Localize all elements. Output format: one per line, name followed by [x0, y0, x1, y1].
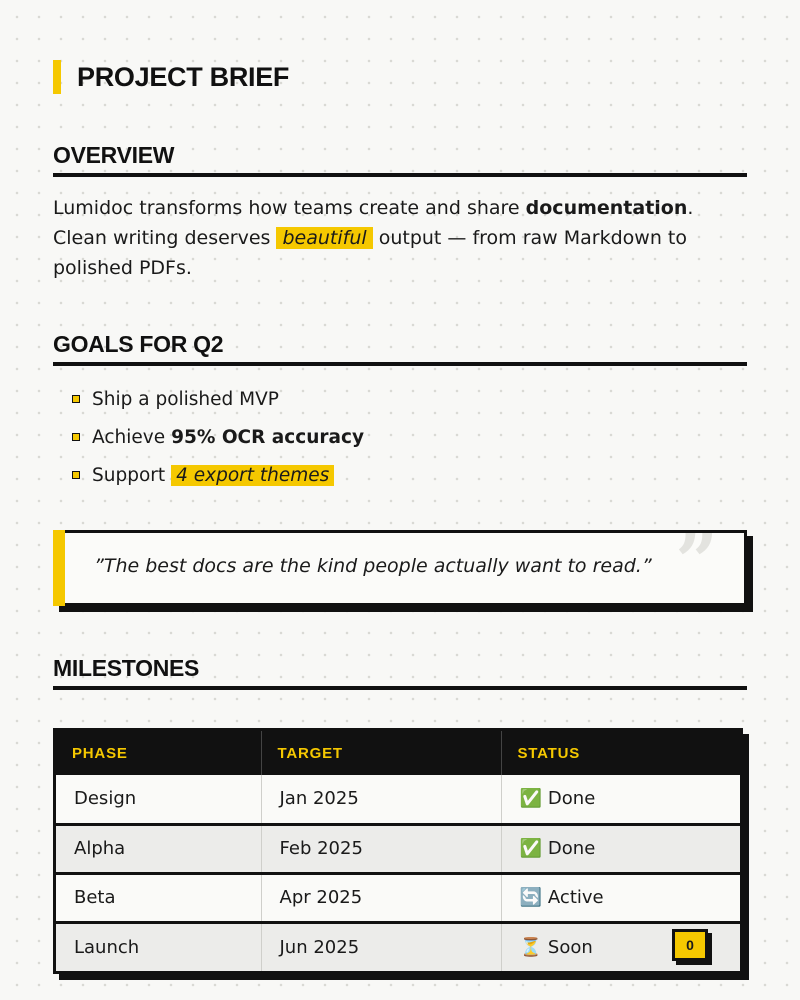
table-row — [56, 824, 740, 873]
page-title-block — [53, 60, 289, 94]
count-badge: 0 — [672, 929, 708, 961]
target-cell: Apr 2025 — [261, 873, 501, 922]
goal-text: Support — [92, 464, 166, 486]
overview-text-1: Lumidoc transforms how teams create and share — [53, 197, 526, 219]
target-cell: Jun 2025 — [261, 922, 501, 971]
phase-cell: Alpha — [56, 824, 261, 873]
status-cell — [501, 873, 740, 922]
square-bullet-icon — [72, 471, 80, 479]
milestones-table — [53, 728, 743, 974]
pull-quote — [53, 519, 747, 606]
title-accent-bar — [53, 60, 61, 94]
status-text: Done — [547, 788, 596, 810]
table-row — [56, 873, 740, 922]
goal-text: Achieve — [92, 426, 166, 448]
goal-item — [72, 418, 364, 456]
goal-item — [72, 380, 364, 418]
hourglass-icon: ⏳ — [519, 936, 542, 958]
refresh-icon: 🔄 — [519, 887, 542, 908]
milestones-heading: MILESTONES — [53, 655, 747, 690]
phase-cell: Design — [56, 775, 261, 824]
target-cell: Feb 2025 — [261, 824, 501, 873]
target-cell: Jan 2025 — [261, 775, 501, 824]
goal-text: Ship a polished MVP — [92, 388, 279, 410]
check-icon: ✅ — [519, 788, 542, 810]
check-icon: ✅ — [519, 838, 542, 859]
status-text: Active — [547, 887, 604, 908]
page-title: PROJECT BRIEF — [77, 61, 290, 92]
phase-cell: Launch — [56, 922, 261, 971]
goals-heading: GOALS FOR Q2 — [53, 331, 747, 366]
overview-text-2: . Clean writing deserves — [53, 197, 694, 249]
square-bullet-icon — [72, 395, 80, 403]
goal-item — [72, 456, 364, 494]
square-bullet-icon — [72, 433, 80, 441]
column-header-phase: PHASE — [56, 731, 261, 775]
goals-list — [72, 380, 364, 494]
table-row — [56, 775, 740, 824]
quote-text: ”The best docs are the kind people actually want to read.” — [94, 555, 652, 577]
overview-highlight: beautiful — [276, 227, 372, 249]
overview-bold: documentation — [525, 197, 688, 219]
overview-text-3: output — from raw Markdown to polished PDFs. — [53, 227, 687, 279]
status-cell — [501, 775, 740, 824]
column-header-status: STATUS — [501, 731, 740, 775]
overview-heading: OVERVIEW — [53, 142, 747, 177]
overview-paragraph — [53, 193, 753, 283]
column-header-target: TARGET — [261, 731, 501, 775]
status-cell — [501, 824, 740, 873]
goal-highlight: 4 export themes — [171, 465, 334, 486]
status-cell — [501, 922, 740, 971]
table-header-row — [56, 731, 740, 775]
status-text: Done — [547, 838, 596, 859]
quote-mark-icon: ” — [675, 519, 718, 605]
goal-bold: 95% OCR accuracy — [171, 426, 365, 448]
table-row — [56, 922, 740, 971]
quote-accent-bar — [53, 530, 65, 606]
status-text: Soon — [547, 936, 593, 958]
phase-cell: Beta — [56, 873, 261, 922]
